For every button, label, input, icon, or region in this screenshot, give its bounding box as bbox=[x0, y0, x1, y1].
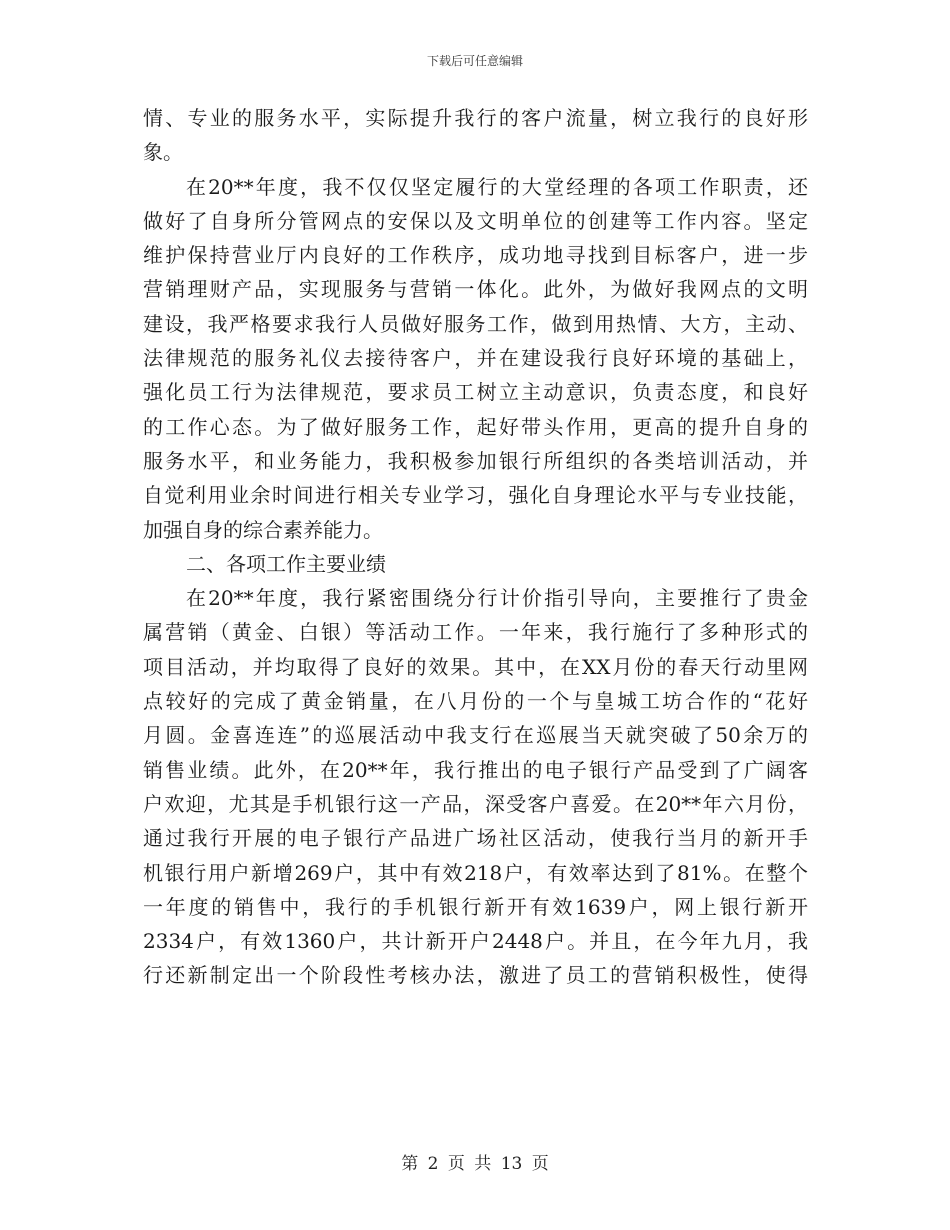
text-line: 在20**年度，我不仅仅坚定履行的大堂经理的各项工作职责，还 bbox=[186, 174, 808, 199]
text-line: 2334户，有效1360户，共计新开户2448户。并且，在今年九月，我 bbox=[143, 929, 808, 954]
text-line: 法律规范的服务礼仪去接待客户，并在建设我行良好环境的基础上， bbox=[143, 346, 808, 371]
text-line: 强化员工行为法律规范，要求员工树立主动意识，负责态度，和良好 bbox=[143, 380, 808, 405]
text-line: 建设，我严格要求我行人员做好服务工作，做到用热情、大方，主动、 bbox=[143, 311, 808, 336]
text-line: 自觉利用业余时间进行相关专业学习，强化自身理论水平与专业技能， bbox=[143, 483, 808, 508]
text-line: 的工作心态。为了做好服务工作，起好带头作用，更高的提升自身的 bbox=[143, 414, 808, 439]
text-line: 点较好的完成了黄金销量，在八月份的一个与皇城工坊合作的“花好 bbox=[143, 689, 808, 714]
text-line: 户欢迎，尤其是手机银行这一产品，深受客户喜爱。在20**年六月份， bbox=[143, 791, 808, 816]
document-body bbox=[143, 101, 808, 993]
text-line: 维护保持营业厅内良好的工作秩序，成功地寻找到目标客户，进一步 bbox=[143, 243, 808, 268]
section-heading: 二、各项工作主要业绩 bbox=[186, 551, 386, 576]
page-number-footer: 第 2 页 共 13 页 bbox=[401, 1154, 549, 1174]
text-line: 情、专业的服务水平，实际提升我行的客户流量，树立我行的良好形 bbox=[143, 106, 808, 130]
text-line: 项目活动，并均取得了良好的效果。其中，在XX月份的春天行动里网 bbox=[143, 654, 808, 679]
text-line: 服务水平，和业务能力，我积极参加银行所组织的各类培训活动，并 bbox=[143, 448, 808, 473]
text-line: 加强自身的综合素养能力。 bbox=[143, 517, 383, 542]
text-line: 在20**年度，我行紧密围绕分行计价指引导向，主要推行了贵金 bbox=[186, 586, 808, 611]
text-line: 属营销（黄金、白银）等活动工作。一年来，我行施行了多种形式的 bbox=[143, 620, 808, 645]
text-line: 销售业绩。此外，在20**年，我行推出的电子银行产品受到了广阔客 bbox=[143, 757, 808, 782]
text-line: 象。 bbox=[143, 140, 183, 165]
text-line: 一年度的销售中，我行的手机银行新开有效1639户，网上银行新开 bbox=[143, 894, 808, 919]
text-line: 做好了自身所分管网点的安保以及文明单位的创建等工作内容。坚定 bbox=[143, 208, 808, 233]
page-header-note: 下载后可任意编辑 bbox=[426, 54, 523, 68]
text-line: 月圆。金喜连连”的巡展活动中我支行在巡展当天就突破了50余万的 bbox=[143, 723, 808, 748]
text-line: 通过我行开展的电子银行产品进广场社区活动，使我行当月的新开手 bbox=[143, 826, 808, 851]
text-line: 营销理财产品，实现服务与营销一体化。此外，为做好我网点的文明 bbox=[143, 277, 808, 302]
text-line: 机银行用户新增269户，其中有效218户，有效率达到了81%。在整个 bbox=[143, 860, 808, 885]
text-line: 行还新制定出一个阶段性考核办法，激进了员工的营销积极性，使得 bbox=[143, 963, 808, 988]
